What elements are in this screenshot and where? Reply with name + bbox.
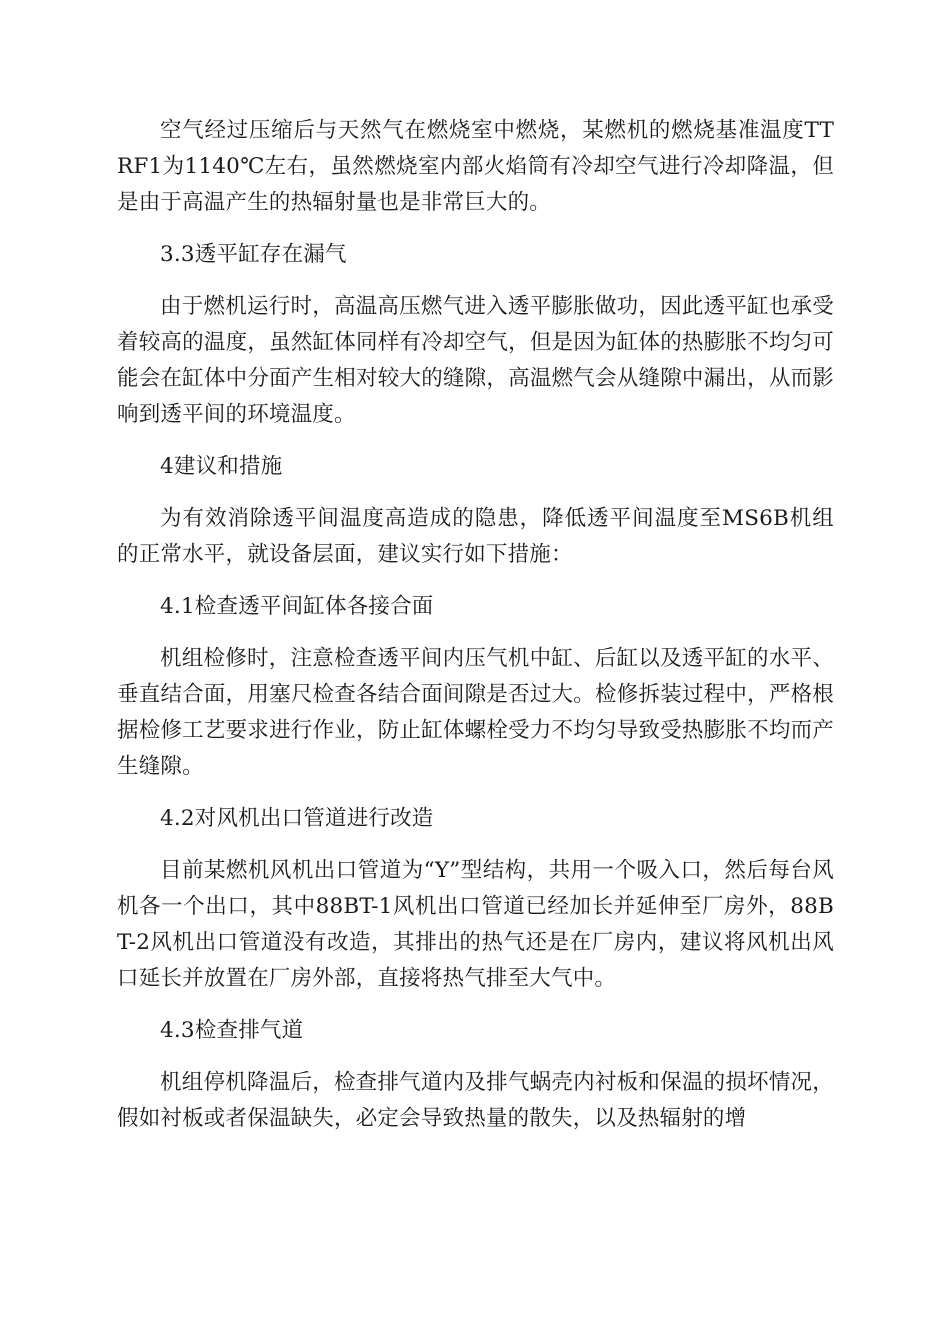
section-heading: 3.3透平缸存在漏气	[160, 242, 347, 267]
section-heading: 4.1检查透平间缸体各接合面	[160, 594, 434, 619]
body-paragraph: 为有效消除透平间温度高造成的隐患，降低透平间温度至MS6B机组的正常水平，就设备层面，建议实行如下措施：	[117, 506, 834, 567]
body-paragraph: 机组停机降温后，检查排气道内及排气蜗壳内衬板和保温的损坏情况，假如衬板或者保温缺失，必定会导致热量的散失，以及热辐射的增	[117, 1070, 834, 1131]
body-paragraph: 机组检修时，注意检查透平间内压气机中缸、后缸以及透平缸的水平、垂直结合面，用塞尺检查各结合面间隙是否过大。检修拆装过程中，严格根据检修工艺要求进行作业，防止缸体螺栓受力不均匀导致受热膨胀不均而产生缝隙。	[117, 646, 834, 779]
body-paragraph: 空气经过压缩后与天然气在燃烧室中燃烧，某燃机的燃烧基准温度TTRF1为1140℃左右，虽然燃烧室内部火焰筒有冷却空气进行冷却降温，但是由于高温产生的热辐射量也是非常巨大的。	[117, 118, 834, 215]
section-heading: 4建议和措施	[160, 454, 283, 479]
body-paragraph: 由于燃机运行时，高温高压燃气进入透平膨胀做功，因此透平缸也承受着较高的温度，虽然缸体同样有冷却空气，但是因为缸体的热膨胀不均匀可能会在缸体中分面产生相对较大的缝隙，高温燃气会从缝隙中漏出，从而影响到透平间的环境温度。	[117, 294, 834, 427]
section-heading: 4.3检查排气道	[160, 1018, 304, 1043]
body-paragraph: 目前某燃机风机出口管道为“Y”型结构，共用一个吸入口，然后每台风机各一个出口，其中88BT-1风机出口管道已经加长并延伸至厂房外，88BT-2风机出口管道没有改造，其排出的热气还是在厂房内，建议将风机出风口延长并放置在厂房外部，直接将热气排至大气中。	[117, 858, 834, 991]
section-heading: 4.2对风机出口管道进行改造	[160, 806, 434, 831]
